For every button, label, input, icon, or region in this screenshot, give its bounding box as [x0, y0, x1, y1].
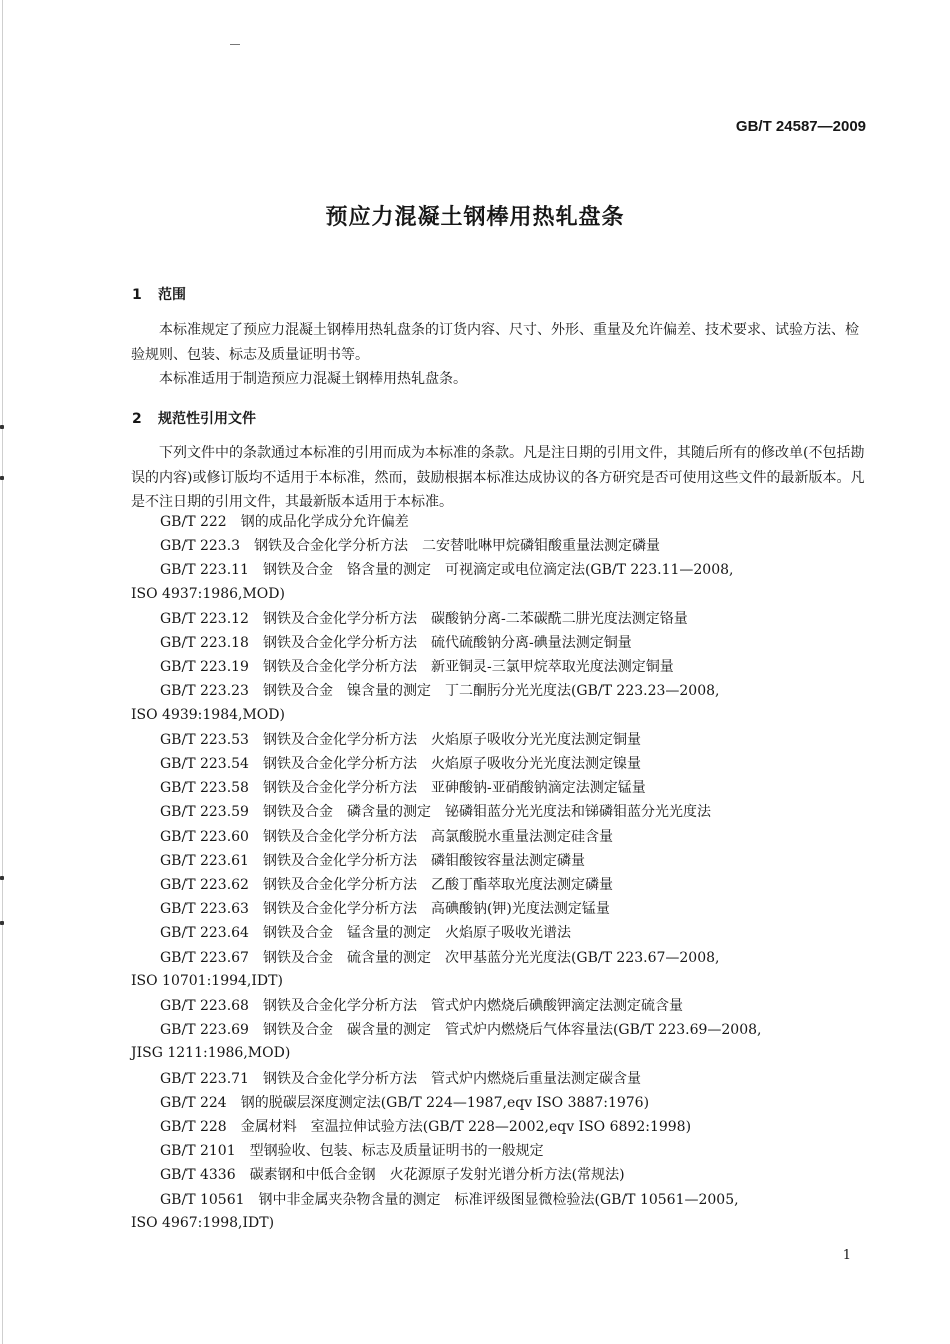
section-title: 范围: [158, 287, 186, 303]
reference-title: 钢铁及合金化学分析方法 火焰原子吸收分光光度法测定镍量: [262, 756, 641, 772]
scan-speck: [0, 876, 4, 880]
reference-title: 型钢验收、包装、标志及质量证明书的一般规定: [249, 1143, 544, 1160]
section-2-heading: [132, 408, 256, 428]
reference-entry: [160, 731, 641, 749]
reference-entry: [160, 900, 610, 918]
reference-entry: [160, 1191, 739, 1209]
reference-continuation: ISO 4939:1984,MOD): [131, 706, 285, 723]
page-number: 1: [842, 1248, 851, 1263]
reference-title: 钢铁及合金化学分析方法 高氯酸脱水重量法测定硅含量: [262, 828, 613, 845]
reference-title: 钢铁及合金化学分析方法 磷钼酸铵容量法测定磷量: [262, 852, 585, 869]
reference-entry: [160, 561, 733, 579]
reference-code: GB/T 223.59: [160, 804, 249, 821]
reference-title: 钢铁及合金化学分析方法 碳酸钠分离-二苯碳酰二肼光度法测定铬量: [262, 610, 688, 627]
reference-title: 钢铁及合金化学分析方法 管式炉内燃烧后重量法测定碳含量: [262, 1070, 641, 1087]
scan-speck: [0, 921, 4, 925]
reference-title: 钢铁及合金 铬含量的测定 可视滴定或电位滴定法(GB/T 223.11—2008,: [262, 562, 734, 579]
reference-code: GB/T 223.67: [160, 949, 249, 966]
section-1-paragraph: 本标准适用于制造预应力混凝土钢棒用热轧盘条。: [159, 371, 467, 387]
section-number: 2: [132, 411, 142, 427]
reference-code: GB/T 223.71: [160, 1070, 249, 1087]
reference-title: 金属材料 室温拉伸试验方法(GB/T 228—2002,eqv ISO 6892:1998): [240, 1119, 692, 1135]
reference-continuation: JISG 1211:1986,MOD): [131, 1045, 291, 1062]
reference-code: GB/T 223.64: [160, 925, 249, 942]
reference-code: GB/T 10561: [160, 1191, 245, 1208]
reference-entry: [160, 876, 613, 894]
reference-title: 钢铁及合金 碳含量的测定 管式炉内燃烧后气体容量法(GB/T 223.69—2008,: [262, 1022, 762, 1039]
reference-entry: [160, 610, 688, 628]
reference-title: 钢铁及合金化学分析方法 乙酸丁酯萃取光度法测定磷量: [262, 877, 613, 893]
reference-entry: [160, 513, 409, 531]
reference-code: GB/T 223.18: [160, 635, 249, 651]
reference-title: 钢的脱碳层深度测定法(GB/T 224—1987,eqv ISO 3887:1976): [240, 1094, 650, 1111]
reference-entry: [160, 1166, 625, 1184]
reference-code: GB/T 223.69: [160, 1022, 249, 1039]
scan-mark: [230, 44, 240, 45]
section-1-paragraph: 本标准规定了预应力混凝土钢棒用热轧盘条的订货内容、尺寸、外形、重量及允许偏差、技术要求、试验方法、检验规则、包装、标志及质量证明书等。: [131, 322, 859, 363]
reference-entry: [160, 779, 646, 797]
reference-title: 钢铁及合金化学分析方法 亚砷酸钠-亚硝酸钠滴定法测定锰量: [262, 780, 646, 797]
section-number: 1: [132, 287, 142, 303]
reference-code: GB/T 223.12: [160, 610, 249, 627]
reference-code: GB/T 223.62: [160, 877, 249, 893]
reference-entry: [160, 682, 719, 700]
reference-code: GB/T 223.58: [160, 780, 249, 797]
section-1-heading: [132, 284, 186, 304]
reference-code: GB/T 223.23: [160, 683, 249, 700]
reference-entry: [160, 1070, 641, 1088]
reference-code: GB/T 228: [160, 1119, 227, 1135]
reference-entry: [160, 755, 641, 773]
reference-title: 钢铁及合金 硫含量的测定 次甲基蓝分光光度法(GB/T 223.67—2008,: [262, 949, 720, 966]
reference-entry: [160, 1021, 761, 1039]
reference-code: GB/T 223.63: [160, 901, 249, 918]
standard-code: GB/T 24587—2009: [735, 118, 866, 135]
reference-title: 钢中非金属夹杂物含量的测定 标准评级图显微检验法(GB/T 10561—2005,: [258, 1191, 739, 1208]
reference-code: GB/T 223.11: [160, 562, 249, 579]
section-title: 规范性引用文件: [158, 411, 256, 427]
reference-title: 钢铁及合金化学分析方法 新亚铜灵-三氯甲烷萃取光度法测定铜量: [262, 659, 674, 676]
reference-title: 钢的成品化学成分允许偏差: [240, 514, 409, 530]
reference-code: GB/T 223.68: [160, 998, 249, 1014]
reference-code: GB/T 223.61: [160, 852, 249, 869]
reference-continuation: ISO 4937:1986,MOD): [131, 585, 285, 602]
reference-title: 钢铁及合金化学分析方法 火焰原子吸收分光光度法测定铜量: [262, 731, 641, 748]
reference-entry: [160, 924, 571, 942]
reference-title: 钢铁及合金化学分析方法 硫代硫酸钠分离-碘量法测定铜量: [262, 635, 632, 651]
reference-code: GB/T 223.60: [160, 828, 249, 845]
reference-code: GB/T 2101: [160, 1143, 236, 1160]
reference-code: GB/T 223.53: [160, 731, 249, 748]
reference-entry: [160, 1142, 544, 1160]
document-title: 预应力混凝土钢棒用热轧盘条: [325, 205, 625, 230]
reference-entry: [160, 949, 719, 967]
reference-entry: [160, 828, 613, 846]
reference-entry: [160, 997, 683, 1015]
scan-speck: [0, 476, 4, 480]
reference-title: 钢铁及合金化学分析方法 管式炉内燃烧后碘酸钾滴定法测定硫含量: [262, 998, 683, 1014]
reference-title: 钢铁及合金 镍含量的测定 丁二酮肟分光光度法(GB/T 223.23—2008,: [262, 683, 720, 700]
reference-code: GB/T 223.54: [160, 756, 249, 772]
reference-code: GB/T 224: [160, 1094, 227, 1111]
reference-title: 钢铁及合金 磷含量的测定 铋磷钼蓝分光光度法和锑磷钼蓝分光光度法: [262, 804, 711, 821]
reference-code: GB/T 222: [160, 514, 227, 530]
reference-code: GB/T 223.19: [160, 659, 249, 676]
section-2-intro: 下列文件中的条款通过本标准的引用而成为本标准的条款。凡是注日期的引用文件，其随后所有的修改单(不包括勘误的内容)或修订版均不适用于本标准，然而，鼓励根据本标准达成协议的各方研究是否可使用这些文件的最新版本。凡是不注日期的引用文件，其最新版本适用于本标准。: [131, 445, 865, 510]
reference-title: 钢铁及合金化学分析方法 高碘酸钠(钾)光度法测定锰量: [262, 901, 610, 918]
reference-entry: [160, 1094, 649, 1112]
reference-entry: [160, 852, 585, 870]
scan-speck: [0, 425, 4, 429]
reference-code: GB/T 223.3: [160, 538, 241, 555]
reference-entry: [160, 1118, 691, 1136]
reference-continuation: ISO 10701:1994,IDT): [131, 972, 283, 989]
reference-entry: [160, 537, 660, 555]
reference-title: 碳素钢和中低合金钢 火花源原子发射光谱分析方法(常规法): [249, 1167, 625, 1184]
reference-entry: [160, 658, 674, 676]
reference-title: 钢铁及合金 锰含量的测定 火焰原子吸收光谱法: [262, 925, 571, 942]
reference-title: 钢铁及合金化学分析方法 二安替吡啉甲烷磷钼酸重量法测定磷量: [254, 538, 661, 555]
reference-entry: [160, 634, 632, 652]
reference-entry: [160, 803, 711, 821]
reference-code: GB/T 4336: [160, 1167, 236, 1184]
reference-continuation: ISO 4967:1998,IDT): [131, 1214, 275, 1231]
